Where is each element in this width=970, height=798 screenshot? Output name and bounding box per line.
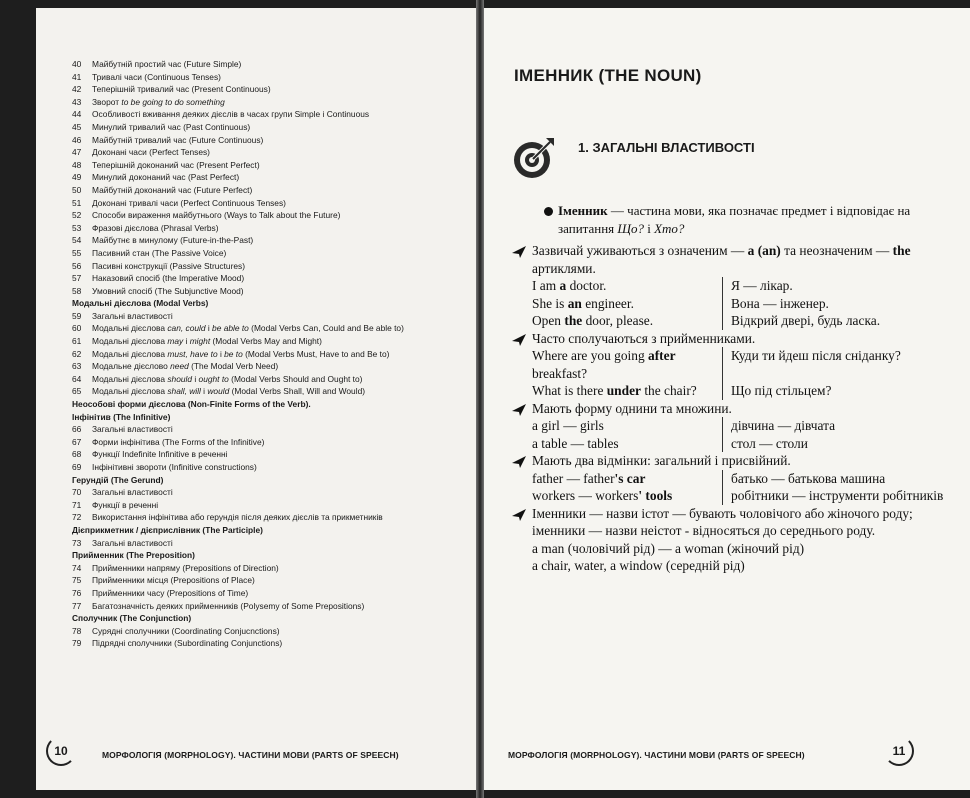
toc-title: Інфінітивні звороти (Infinitive constructions) bbox=[92, 462, 257, 472]
example-english: Where are you going after breakfast? bbox=[532, 348, 676, 381]
example-ukrainian: Вона — інженер. bbox=[722, 295, 952, 313]
toc-number: 62 bbox=[72, 348, 82, 359]
noun-content bbox=[532, 202, 952, 575]
toc-number: 69 bbox=[72, 462, 82, 472]
toc-item bbox=[72, 121, 472, 134]
rule-item bbox=[510, 242, 952, 330]
toc-title: Майбутній простий час (Future Simple) bbox=[92, 59, 242, 69]
toc-number: 76 bbox=[72, 587, 82, 598]
book-spine bbox=[476, 0, 484, 798]
example-row bbox=[532, 277, 952, 295]
toc-title: Підрядні сполучники (Subordinating Conjunctions) bbox=[92, 638, 283, 649]
example-english: What is there under the chair? bbox=[532, 383, 697, 398]
toc-item bbox=[72, 197, 472, 210]
toc-title: Тривалі часи (Continuous Tenses) bbox=[92, 71, 221, 82]
toc-item bbox=[72, 612, 472, 625]
toc-title: Багатозначність деяких прийменників (Polysemy of Some Prepositions) bbox=[92, 600, 365, 611]
page-number-left: 10 bbox=[46, 736, 76, 766]
toc-title: Прийменники напряму (Prepositions of Direction) bbox=[92, 562, 279, 573]
toc-number: 41 bbox=[72, 71, 82, 82]
toc-title: Доконані часи (Perfect Tenses) bbox=[92, 147, 210, 158]
tick-icon bbox=[512, 508, 526, 520]
toc-item bbox=[72, 411, 472, 424]
toc-number: 47 bbox=[72, 147, 82, 158]
toc-title: Минулий тривалий час (Past Continuous) bbox=[92, 121, 251, 132]
toc-number: 75 bbox=[72, 575, 82, 586]
toc-item bbox=[72, 562, 472, 575]
toc-number: 66 bbox=[72, 424, 82, 435]
toc-number: 58 bbox=[72, 285, 82, 296]
example-ukrainian: батько — батькова машина bbox=[722, 470, 952, 488]
toc-item bbox=[72, 348, 472, 361]
example-english: workers — workers' tools bbox=[532, 488, 673, 503]
toc-number: 67 bbox=[72, 436, 82, 447]
toc-item bbox=[72, 322, 472, 335]
toc-number: 73 bbox=[72, 537, 82, 548]
toc-number: 65 bbox=[72, 386, 82, 397]
toc-number: 54 bbox=[72, 235, 82, 246]
toc-item bbox=[72, 310, 472, 323]
toc-number: 50 bbox=[72, 184, 82, 195]
toc-title: Майбутній тривалий час (Future Continuous) bbox=[92, 134, 264, 145]
left-page bbox=[36, 8, 476, 790]
toc-number: 64 bbox=[72, 373, 82, 384]
toc-item bbox=[72, 587, 472, 600]
toc-item bbox=[72, 209, 472, 222]
toc-item bbox=[72, 247, 472, 260]
toc-title: Модальні дієслова (Modal Verbs) bbox=[72, 298, 209, 309]
toc-item bbox=[72, 260, 472, 273]
example-row bbox=[532, 382, 952, 400]
toc-title: Минулий доконаний час (Past Perfect) bbox=[92, 172, 240, 183]
toc-title: Сурядні сполучники (Coordinating Conjucnctions) bbox=[92, 625, 280, 636]
toc-title: Модальне дієслово need (The Modal Verb Need) bbox=[92, 361, 279, 372]
example-ukrainian: Відкрий двері, будь ласка. bbox=[722, 312, 952, 330]
toc-number: 46 bbox=[72, 134, 82, 145]
toc-item bbox=[72, 524, 472, 537]
toc-title: Прийменники місця (Prepositions of Place) bbox=[92, 575, 255, 586]
toc-title: Наказовий спосіб (the Imperative Mood) bbox=[92, 273, 245, 284]
toc-number: 48 bbox=[72, 159, 82, 170]
toc-item bbox=[72, 537, 472, 550]
example-ukrainian: Що під стільцем? bbox=[722, 382, 952, 400]
toc-item bbox=[72, 474, 472, 487]
toc-title: Загальні властивості bbox=[92, 537, 173, 548]
example-row bbox=[532, 470, 952, 488]
example-ukrainian: стол — столи bbox=[722, 435, 952, 453]
toc-number: 71 bbox=[72, 499, 82, 510]
example-english: Open the door, please. bbox=[532, 313, 654, 328]
example-line: a man (чоловічий рід) — a woman (жіночий рід) bbox=[532, 540, 805, 556]
toc-title: Модальні дієслова must, have to і be to (Modal Verbs Must, Have to and Be to) bbox=[92, 348, 390, 359]
toc-item bbox=[72, 297, 472, 310]
toc-number: 74 bbox=[72, 562, 82, 573]
rule-text: Іменники — назви істот — бувають чоловічого або жіночого роду; іменники — назви неістот - відносяться до середнього роду. bbox=[532, 505, 913, 538]
example-ukrainian: Куди ти йдеш після сніданку? bbox=[722, 347, 952, 382]
example-row bbox=[532, 347, 952, 382]
toc-item bbox=[72, 385, 472, 398]
target-icon bbox=[512, 136, 556, 180]
toc-item bbox=[72, 360, 472, 373]
toc-item bbox=[72, 222, 472, 235]
rule-text: Мають форму однини та множини. bbox=[532, 400, 732, 416]
section-heading: 1. ЗАГАЛЬНІ ВЛАСТИВОСТІ bbox=[578, 140, 755, 155]
toc-title: Функції Indefinite Infinitive в реченні bbox=[92, 449, 228, 460]
toc-number: 68 bbox=[72, 449, 82, 460]
toc-number: 57 bbox=[72, 273, 82, 284]
tick-icon bbox=[512, 333, 526, 345]
toc-item bbox=[72, 71, 472, 84]
toc-title: Форми інфінітива (The Forms of the Infinitive) bbox=[92, 436, 265, 447]
toc-title: Модальні дієслова shall, will і would (Modal Verbs Shall, Will and Would) bbox=[92, 386, 366, 397]
example-ukrainian: робітники — інструменти робітників bbox=[722, 487, 952, 505]
toc-item bbox=[72, 272, 472, 285]
toc-number: 40 bbox=[72, 59, 82, 69]
toc-title: Пасивні конструкції (Passive Structures) bbox=[92, 260, 245, 271]
toc-item bbox=[72, 625, 472, 638]
toc-title: Модальні дієслова should і ought to (Modal Verbs Should and Ought to) bbox=[92, 373, 363, 384]
toc-item bbox=[72, 234, 472, 247]
tick-icon bbox=[512, 403, 526, 415]
example-english: a girl — girls bbox=[532, 418, 604, 433]
toc-item bbox=[72, 146, 472, 159]
toc-number: 53 bbox=[72, 222, 82, 233]
toc-number: 78 bbox=[72, 625, 82, 636]
toc-item bbox=[72, 83, 472, 96]
toc-item bbox=[72, 637, 472, 650]
toc-title: Сполучник (The Conjunction) bbox=[72, 613, 192, 624]
toc-item bbox=[72, 58, 472, 71]
rule-item bbox=[510, 452, 952, 505]
toc-title: Доконані тривалі часи (Perfect Continuous Tenses) bbox=[92, 197, 286, 208]
toc-number: 60 bbox=[72, 323, 82, 334]
example-row bbox=[532, 312, 952, 330]
rule-item bbox=[510, 505, 952, 575]
toc-title: Пасивний стан (The Passive Voice) bbox=[92, 247, 227, 258]
page-title: ІМЕННИК (THE NOUN) bbox=[514, 66, 702, 85]
toc-title: Умовний спосіб (The Subjunctive Mood) bbox=[92, 285, 244, 296]
toc-title: Загальні властивості bbox=[92, 487, 173, 498]
toc-number: 70 bbox=[72, 487, 82, 498]
example-row bbox=[532, 487, 952, 505]
toc-title: Загальні властивості bbox=[92, 310, 173, 321]
toc-item bbox=[72, 285, 472, 298]
toc-title: Дієприкметник / дієприслівник (The Participle) bbox=[72, 524, 263, 535]
toc-item bbox=[72, 134, 472, 147]
toc-title: Неособові форми дієслова (Non-Finite Forms of the Verb). bbox=[72, 399, 311, 410]
toc-title: Фразові дієслова (Phrasal Verbs) bbox=[92, 222, 219, 233]
toc-number: 77 bbox=[72, 600, 82, 611]
toc-title: Особливості вживання деяких дієслів в часах групи Simple і Continuous bbox=[92, 109, 370, 120]
toc-item bbox=[72, 436, 472, 449]
toc-item bbox=[72, 184, 472, 197]
toc-item bbox=[72, 461, 472, 474]
example-ukrainian: дівчина — дівчата bbox=[722, 417, 952, 435]
toc-title: Прийменник (The Preposition) bbox=[72, 550, 195, 561]
example-english: I am a doctor. bbox=[532, 278, 607, 293]
footer-right: МОРФОЛОГІЯ (MORPHOLOGY). ЧАСТИНИ МОВИ (PARTS OF SPEECH) bbox=[508, 750, 805, 760]
table-of-contents bbox=[72, 58, 472, 650]
bullet-dot-icon bbox=[544, 207, 553, 216]
toc-number: 55 bbox=[72, 247, 82, 258]
toc-title: Прийменники часу (Prepositions of Time) bbox=[92, 587, 249, 598]
example-row bbox=[532, 435, 952, 453]
toc-item bbox=[72, 499, 472, 512]
toc-item bbox=[72, 171, 472, 184]
toc-number: 49 bbox=[72, 172, 82, 183]
toc-number: 79 bbox=[72, 638, 82, 649]
toc-item bbox=[72, 108, 472, 121]
tick-icon bbox=[512, 455, 526, 467]
toc-number: 72 bbox=[72, 512, 82, 523]
toc-title: Модальні дієслова may і might (Modal Verbs May and Might) bbox=[92, 336, 322, 347]
toc-title: Модальні дієслова can, could і be able to (Modal Verbs Can, Could and Be able to) bbox=[92, 323, 404, 334]
page-number-right: 11 bbox=[884, 736, 914, 766]
rule-text: Зазвичай уживаються з означеним — a (an) та неозначеним — the артиклями. bbox=[532, 243, 911, 276]
toc-title: Інфінітив (The Infinitive) bbox=[72, 411, 171, 422]
right-page bbox=[484, 8, 970, 790]
toc-number: 44 bbox=[72, 109, 82, 120]
tick-icon bbox=[512, 245, 526, 257]
toc-title: Загальні властивості bbox=[92, 424, 173, 435]
toc-item bbox=[72, 600, 472, 613]
example-row bbox=[532, 417, 952, 435]
example-english: father — father's car bbox=[532, 470, 646, 486]
toc-number: 56 bbox=[72, 260, 82, 271]
toc-title: Майбутнє в минулому (Future-in-the-Past) bbox=[92, 235, 254, 246]
toc-title: Функції в реченні bbox=[92, 499, 159, 510]
toc-item bbox=[72, 159, 472, 172]
toc-item bbox=[72, 398, 472, 411]
example-row bbox=[532, 295, 952, 313]
example-line: a chair, water, a window (середній рід) bbox=[532, 558, 745, 573]
rule-text: Мають два відмінки: загальний і присвійний. bbox=[532, 453, 791, 468]
toc-item bbox=[72, 486, 472, 499]
toc-number: 45 bbox=[72, 121, 82, 132]
toc-number: 59 bbox=[72, 310, 82, 321]
toc-item bbox=[72, 96, 472, 109]
toc-title: Герундій (The Gerund) bbox=[72, 474, 164, 485]
toc-number: 43 bbox=[72, 96, 82, 107]
example-english: a table — tables bbox=[532, 435, 619, 451]
rule-item bbox=[510, 400, 952, 453]
toc-number: 63 bbox=[72, 361, 82, 372]
toc-title: Використання інфінітива або герундія після деяких дієслів та прикметників bbox=[92, 512, 383, 523]
toc-item bbox=[72, 423, 472, 436]
toc-item bbox=[72, 335, 472, 348]
toc-title: Майбутній доконаний час (Future Perfect) bbox=[92, 184, 253, 195]
toc-title: Способи вираження майбутнього (Ways to Talk about the Future) bbox=[92, 210, 341, 221]
toc-number: 42 bbox=[72, 84, 82, 95]
toc-number: 52 bbox=[72, 210, 82, 221]
toc-item bbox=[72, 549, 472, 562]
definition: Іменник — частина мови, яка позначає предмет і відповідає на запитання Що? і Хто? bbox=[532, 202, 952, 237]
rule-item bbox=[510, 330, 952, 400]
toc-item bbox=[72, 511, 472, 524]
toc-title: Теперішній доконаний час (Present Perfect) bbox=[92, 159, 260, 170]
toc-title: Теперішній тривалий час (Present Continuous) bbox=[92, 84, 271, 95]
toc-item bbox=[72, 373, 472, 386]
footer-left: МОРФОЛОГІЯ (MORPHOLOGY). ЧАСТИНИ МОВИ (PARTS OF SPEECH) bbox=[102, 750, 399, 760]
toc-number: 61 bbox=[72, 336, 82, 347]
toc-title: Зворот to be going to do something bbox=[92, 96, 225, 107]
rule-text: Часто сполучаються з прийменниками. bbox=[532, 330, 756, 346]
toc-item bbox=[72, 448, 472, 461]
toc-number: 51 bbox=[72, 197, 82, 208]
example-english: She is an engineer. bbox=[532, 295, 634, 311]
toc-item bbox=[72, 574, 472, 587]
example-ukrainian: Я — лікар. bbox=[722, 277, 952, 295]
